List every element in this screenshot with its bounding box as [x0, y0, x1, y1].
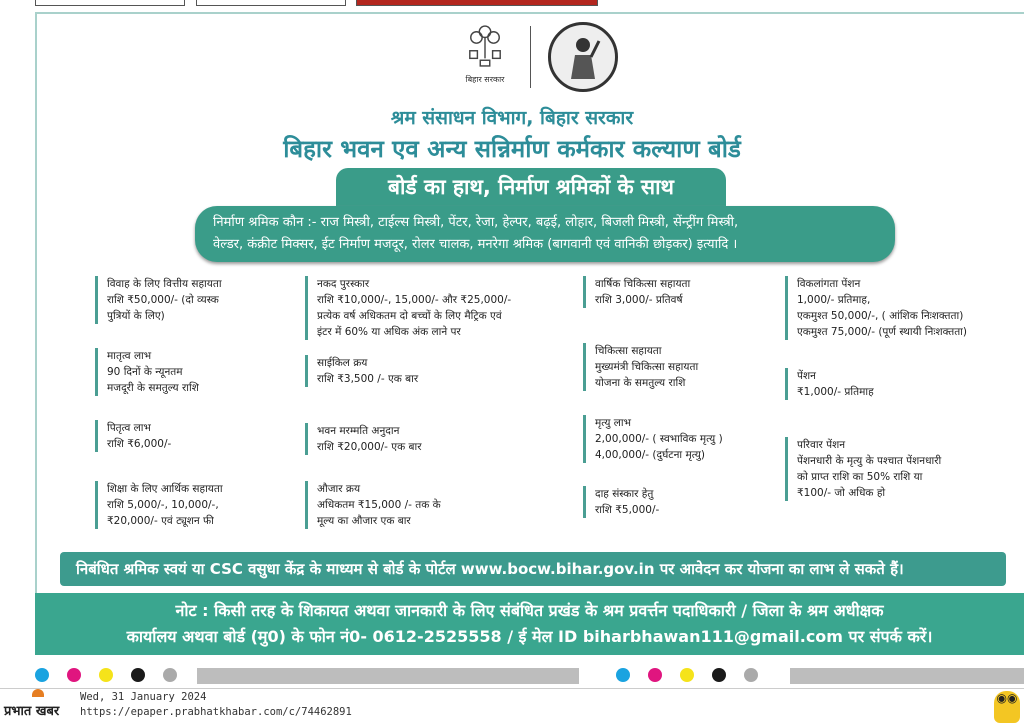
benefit-item — [583, 486, 659, 518]
benefit-detail: प्रत्येक वर्ष अधिकतम दो बच्चों के लिए मैट्रिक एवं — [317, 310, 502, 322]
emblem-label: बिहार सरकार — [465, 75, 505, 84]
benefit-item — [305, 481, 441, 529]
benefit-title: विवाह के लिए वित्तीय सहायता — [107, 278, 222, 290]
benefit-detail: राशि 3,000/- प्रतिवर्ष — [595, 294, 683, 306]
gray-dot — [163, 668, 177, 682]
gray-bar — [197, 668, 579, 684]
benefit-detail: राशि ₹50,000/- (दो व्यस्क — [107, 294, 219, 306]
clipped-box — [35, 0, 185, 6]
board-seal-icon — [548, 22, 618, 92]
benefit-detail: एकमुश्त 75,000/- (पूर्ण स्थायी निःशक्तता) — [797, 326, 968, 338]
yellow-dot — [99, 668, 113, 682]
benefit-title: दाह संस्कार हेतु — [595, 488, 654, 500]
benefit-detail: ₹100/- जो अधिक हो — [797, 487, 886, 499]
department-title: श्रम संसाधन विभाग, बिहार सरकार — [390, 107, 634, 129]
logo-divider — [530, 26, 531, 88]
sun-icon — [32, 689, 44, 697]
benefit-detail: 2,00,000/- ( स्वभाविक मृत्यु ) — [595, 433, 723, 445]
benefit-detail: मूल्य का औजार एक बार — [317, 515, 411, 527]
benefit-detail: 1,000/- प्रतिमाह, — [797, 294, 871, 306]
benefit-title: भवन मरम्मति अनुदान — [317, 425, 400, 437]
benefit-detail: मजदूरी के समतुल्य राशि — [107, 382, 199, 394]
gray-dot — [744, 668, 758, 682]
slogan-banner: बोर्ड का हाथ, निर्माण श्रमिकों के साथ — [336, 168, 726, 206]
benefit-detail: राशि ₹3,500 /- एक बार — [317, 373, 419, 385]
benefit-title: शिक्षा के लिए आर्थिक सहायता — [107, 483, 223, 495]
benefit-detail: राशि ₹20,000/- एक बार — [317, 441, 422, 453]
previous-ad-strip — [0, 0, 1024, 8]
benefit-title: साईकिल क्रय — [317, 357, 368, 369]
benefit-title: पितृत्व लाभ — [107, 422, 151, 434]
benefit-detail: पुत्रियों के लिए) — [107, 310, 165, 322]
benefit-detail: राशि 5,000/-, 10,000/-, — [107, 499, 219, 511]
workers-line: वेल्डर, कंक्रीट मिक्सर, ईट निर्माण मजदूर, रोलर चालक, मनरेगा श्रमिक (बागवानी एवं वानिकी छोड़कर) इत्यादि । — [213, 237, 738, 252]
benefit-title: मृत्यु लाभ — [595, 417, 631, 429]
page-url[interactable]: https://epaper.prabhatkhabar.com/c/74462891 — [80, 706, 352, 718]
benefit-detail: राशि ₹10,000/-, 15,000/- और ₹25,000/- — [317, 294, 512, 306]
benefit-item — [305, 355, 418, 387]
benefit-detail: एकमुश्त 50,000/-, ( आंशिक निःशक्तता) — [797, 310, 964, 322]
benefit-detail: ₹20,000/- एवं ट्यूशन फी — [107, 515, 214, 527]
magenta-dot — [648, 668, 662, 682]
benefit-item — [785, 368, 874, 400]
benefit-detail: को प्राप्त राशि का 50% राशि या — [797, 471, 923, 483]
benefit-item — [583, 276, 690, 308]
logos — [460, 22, 630, 94]
gray-bar — [790, 668, 1024, 684]
board-title: बिहार भवन एव अन्य सन्निर्माण कर्मकार कल्याण बोर्ड — [283, 135, 741, 163]
logo-text: प्रभात खबर — [4, 704, 60, 719]
benefit-title: औजार क्रय — [317, 483, 361, 495]
benefit-detail: ₹1,000/- प्रतिमाह — [797, 386, 874, 398]
note-line: नोट : किसी तरह के शिकायत अथवा जानकारी के लिए संबंधित प्रखंड के श्रम प्रवर्त्तन पदाधिकारी / जिला के श्रम अधीक्षक — [175, 601, 884, 620]
benefit-detail: पेंशनधारी के मृत्यु के पश्चात पेंशनधारी — [797, 455, 942, 467]
magenta-dot — [67, 668, 81, 682]
benefit-detail: मुख्यमंत्री चिकित्सा सहायता — [595, 361, 699, 373]
black-dot — [131, 668, 145, 682]
benefit-item — [305, 276, 511, 340]
benefit-detail: 4,00,000/- (दुर्घटना मृत्यु) — [595, 449, 705, 461]
benefit-item — [583, 343, 698, 391]
benefit-title: परिवार पेंशन — [797, 439, 846, 451]
workers-box — [195, 206, 895, 262]
benefit-item — [95, 420, 171, 452]
workers-line: निर्माण श्रमिक कौन :- राज मिस्त्री, टाईल्स मिस्त्री, पेंटर, रेजा, हेल्पर, बढ़ई, लोहार, बिजली मिस्त्री, सेंन्ट्रींग मिस्त्री, — [213, 215, 739, 230]
benefit-item — [95, 348, 199, 396]
clipped-box — [196, 0, 346, 6]
portal-banner: निबंधित श्रमिक स्वयं या CSC वसुधा केंद्र के माध्यम से बोर्ड के पोर्टल www.bocw.bihar.gov.in पर आवेदन कर योजना का लाभ ले सकते हैं। — [60, 552, 1006, 586]
benefit-detail: इंटर में 60% या अधिक अंक लाने पर — [317, 326, 461, 338]
benefit-title: नकद पुरस्कार — [317, 278, 370, 290]
epaper-footer — [0, 688, 1024, 724]
cyan-dot — [35, 668, 49, 682]
owl-icon[interactable]: ◉◉ — [994, 691, 1020, 723]
benefit-detail: अधिकतम ₹15,000 /- तक के — [317, 499, 441, 511]
benefit-title: मातृत्व लाभ — [107, 350, 152, 362]
benefit-item — [95, 481, 223, 529]
yellow-dot — [680, 668, 694, 682]
clipped-red-box — [356, 0, 598, 6]
benefit-item — [95, 276, 222, 324]
benefit-detail: योजना के समतुल्य राशि — [595, 377, 686, 389]
black-dot — [712, 668, 726, 682]
benefit-title: वार्षिक चिकित्सा सहायता — [595, 278, 691, 290]
benefit-title: विकलांगता पेंशन — [797, 278, 861, 290]
benefit-item — [785, 276, 967, 340]
benefit-item — [305, 423, 422, 455]
benefit-detail: 90 दिनों के न्यूनतम — [107, 366, 183, 378]
cyan-dot — [616, 668, 630, 682]
benefit-item — [583, 415, 723, 463]
benefit-title: पेंशन — [797, 370, 816, 382]
benefit-detail: राशि ₹6,000/- — [107, 438, 172, 450]
note-banner — [35, 593, 1024, 655]
benefit-item — [785, 437, 941, 501]
benefit-detail: राशि ₹5,000/- — [595, 504, 660, 516]
edition-date: Wed, 31 January 2024 — [80, 691, 207, 703]
prabhat-khabar-logo[interactable] — [4, 693, 60, 719]
bihar-emblem-icon — [460, 22, 510, 92]
note-line: कार्यालय अथवा बोर्ड (मु0) के फोन नं0- 0612-2525558 / ई मेल ID biharbhawan111@gmail.com पर संपर्क करें। — [126, 627, 933, 646]
benefit-title: चिकित्सा सहायता — [595, 345, 662, 357]
